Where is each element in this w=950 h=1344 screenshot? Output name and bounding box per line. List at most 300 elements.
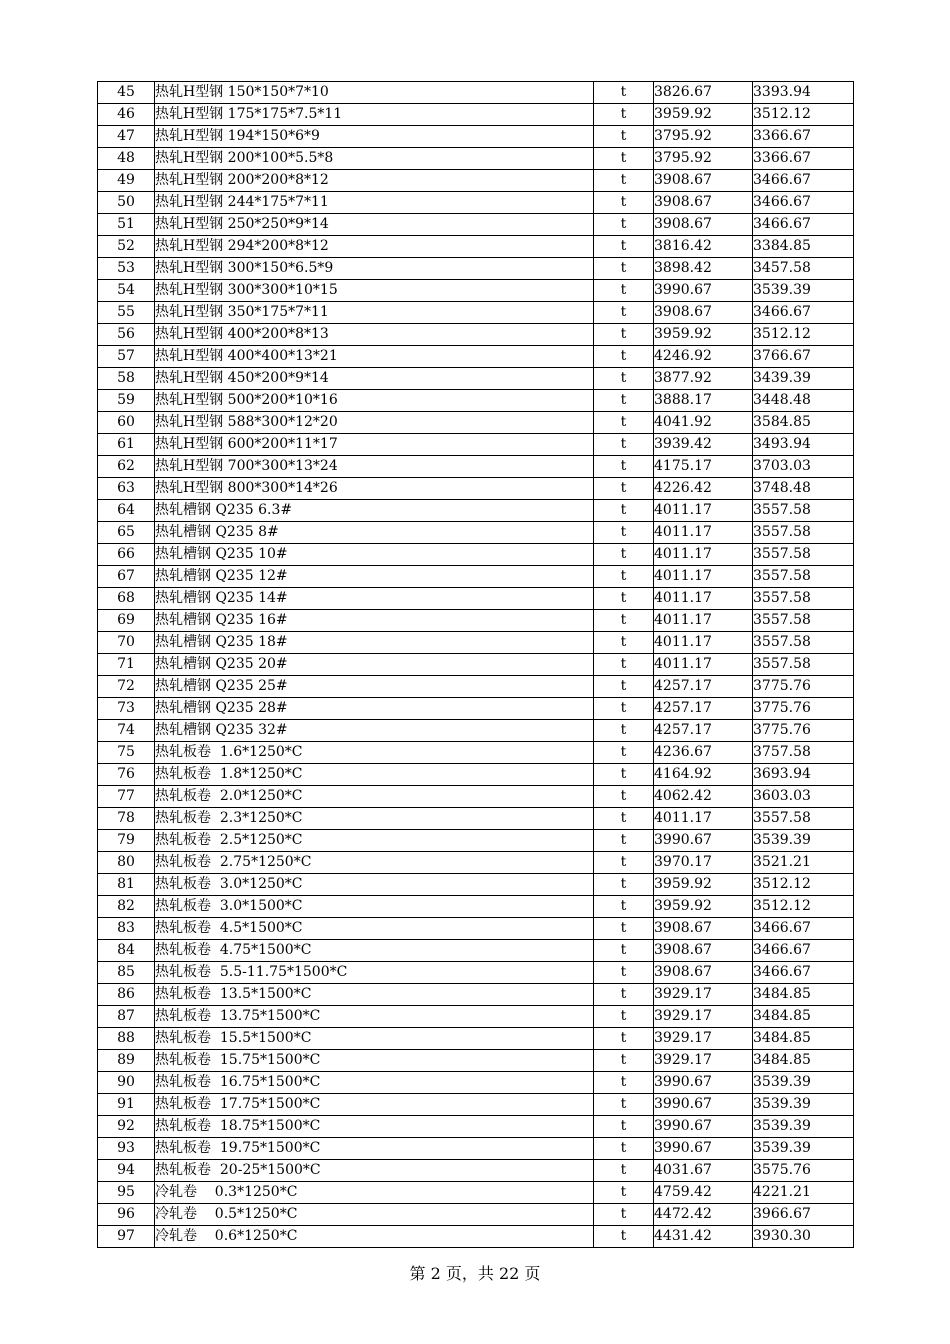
price-1-cell: 4175.17 [654, 456, 753, 478]
item-name-cell: 热轧板卷 2.0*1250*C [155, 786, 594, 808]
price-1-cell: 3816.42 [654, 236, 753, 258]
price-2-cell: 3384.85 [753, 236, 854, 258]
price-2-cell: 3557.58 [753, 632, 854, 654]
table-row [98, 720, 854, 742]
unit-cell: t [594, 654, 654, 676]
table-row [98, 874, 854, 896]
price-2-cell: 3539.39 [753, 1094, 854, 1116]
item-name-cell: 热轧槽钢 Q235 14# [155, 588, 594, 610]
table-row [98, 566, 854, 588]
price-1-cell: 3908.67 [654, 962, 753, 984]
unit-cell: t [594, 1116, 654, 1138]
unit-cell: t [594, 126, 654, 148]
table-row [98, 764, 854, 786]
price-2-cell: 3930.30 [753, 1226, 854, 1248]
price-2-cell: 3493.94 [753, 434, 854, 456]
row-number-cell: 61 [98, 434, 155, 456]
price-2-cell: 3466.67 [753, 940, 854, 962]
item-name-cell: 热轧板卷 15.75*1500*C [155, 1050, 594, 1072]
price-2-cell: 3466.67 [753, 962, 854, 984]
table-row [98, 830, 854, 852]
unit-cell: t [594, 984, 654, 1006]
price-1-cell: 4011.17 [654, 588, 753, 610]
item-name-cell: 热轧板卷 3.0*1250*C [155, 874, 594, 896]
unit-cell: t [594, 1182, 654, 1204]
price-2-cell: 3484.85 [753, 1050, 854, 1072]
price-2-cell: 3466.67 [753, 918, 854, 940]
row-number-cell: 91 [98, 1094, 155, 1116]
price-2-cell: 3557.58 [753, 566, 854, 588]
price-2-cell: 3603.03 [753, 786, 854, 808]
unit-cell: t [594, 852, 654, 874]
price-2-cell: 3557.58 [753, 500, 854, 522]
price-1-cell: 3898.42 [654, 258, 753, 280]
table-row [98, 1028, 854, 1050]
unit-cell: t [594, 192, 654, 214]
table-row [98, 698, 854, 720]
item-name-cell: 热轧槽钢 Q235 6.3# [155, 500, 594, 522]
table-row [98, 742, 854, 764]
item-name-cell: 热轧板卷 20-25*1500*C [155, 1160, 594, 1182]
row-number-cell: 87 [98, 1006, 155, 1028]
unit-cell: t [594, 764, 654, 786]
unit-cell: t [594, 1138, 654, 1160]
price-1-cell: 3888.17 [654, 390, 753, 412]
table-row [98, 1050, 854, 1072]
unit-cell: t [594, 896, 654, 918]
item-name-cell: 热轧板卷 4.75*1500*C [155, 940, 594, 962]
price-1-cell: 3908.67 [654, 214, 753, 236]
item-name-cell: 热轧板卷 2.3*1250*C [155, 808, 594, 830]
row-number-cell: 48 [98, 148, 155, 170]
price-2-cell: 3366.67 [753, 148, 854, 170]
price-1-cell: 3970.17 [654, 852, 753, 874]
price-2-cell: 3512.12 [753, 104, 854, 126]
item-name-cell: 热轧H型钢 350*175*7*11 [155, 302, 594, 324]
row-number-cell: 76 [98, 764, 155, 786]
item-name-cell: 热轧H型钢 244*175*7*11 [155, 192, 594, 214]
unit-cell: t [594, 434, 654, 456]
item-name-cell: 热轧H型钢 400*400*13*21 [155, 346, 594, 368]
price-2-cell: 3466.67 [753, 302, 854, 324]
unit-cell: t [594, 1160, 654, 1182]
price-1-cell: 3990.67 [654, 1116, 753, 1138]
price-1-cell: 3795.92 [654, 148, 753, 170]
price-1-cell: 3959.92 [654, 104, 753, 126]
price-1-cell: 4011.17 [654, 566, 753, 588]
price-1-cell: 4472.42 [654, 1204, 753, 1226]
row-number-cell: 62 [98, 456, 155, 478]
price-2-cell: 3439.39 [753, 368, 854, 390]
price-1-cell: 4011.17 [654, 522, 753, 544]
table-row [98, 1226, 854, 1248]
row-number-cell: 45 [98, 82, 155, 104]
unit-cell: t [594, 148, 654, 170]
price-2-cell: 3466.67 [753, 214, 854, 236]
item-name-cell: 热轧H型钢 294*200*8*12 [155, 236, 594, 258]
table-row [98, 236, 854, 258]
unit-cell: t [594, 566, 654, 588]
table-row [98, 434, 854, 456]
table-row [98, 808, 854, 830]
unit-cell: t [594, 1094, 654, 1116]
row-number-cell: 90 [98, 1072, 155, 1094]
table-row [98, 1006, 854, 1028]
unit-cell: t [594, 676, 654, 698]
price-1-cell: 4236.67 [654, 742, 753, 764]
item-name-cell: 热轧H型钢 800*300*14*26 [155, 478, 594, 500]
unit-cell: t [594, 412, 654, 434]
table-row [98, 940, 854, 962]
unit-cell: t [594, 390, 654, 412]
row-number-cell: 56 [98, 324, 155, 346]
item-name-cell: 热轧H型钢 450*200*9*14 [155, 368, 594, 390]
item-name-cell: 热轧H型钢 300*300*10*15 [155, 280, 594, 302]
item-name-cell: 热轧槽钢 Q235 16# [155, 610, 594, 632]
row-number-cell: 78 [98, 808, 155, 830]
unit-cell: t [594, 830, 654, 852]
row-number-cell: 64 [98, 500, 155, 522]
unit-cell: t [594, 962, 654, 984]
row-number-cell: 96 [98, 1204, 155, 1226]
unit-cell: t [594, 720, 654, 742]
row-number-cell: 51 [98, 214, 155, 236]
unit-cell: t [594, 1072, 654, 1094]
price-2-cell: 3775.76 [753, 720, 854, 742]
row-number-cell: 77 [98, 786, 155, 808]
row-number-cell: 67 [98, 566, 155, 588]
price-1-cell: 3826.67 [654, 82, 753, 104]
price-2-cell: 3966.67 [753, 1204, 854, 1226]
row-number-cell: 89 [98, 1050, 155, 1072]
item-name-cell: 热轧H型钢 175*175*7.5*11 [155, 104, 594, 126]
price-2-cell: 3757.58 [753, 742, 854, 764]
price-2-cell: 3775.76 [753, 676, 854, 698]
price-1-cell: 4759.42 [654, 1182, 753, 1204]
row-number-cell: 81 [98, 874, 155, 896]
price-2-cell: 3575.76 [753, 1160, 854, 1182]
row-number-cell: 49 [98, 170, 155, 192]
row-number-cell: 92 [98, 1116, 155, 1138]
table-row [98, 522, 854, 544]
item-name-cell: 热轧H型钢 500*200*10*16 [155, 390, 594, 412]
table-row [98, 1094, 854, 1116]
price-1-cell: 3939.42 [654, 434, 753, 456]
item-name-cell: 热轧板卷 16.75*1500*C [155, 1072, 594, 1094]
price-2-cell: 3557.58 [753, 610, 854, 632]
table-body [98, 82, 854, 1248]
price-2-cell: 3703.03 [753, 456, 854, 478]
price-2-cell: 3539.39 [753, 1138, 854, 1160]
price-1-cell: 4062.42 [654, 786, 753, 808]
item-name-cell: 热轧板卷 18.75*1500*C [155, 1116, 594, 1138]
table-row [98, 456, 854, 478]
table-row [98, 786, 854, 808]
table-row [98, 610, 854, 632]
row-number-cell: 53 [98, 258, 155, 280]
price-2-cell: 3521.21 [753, 852, 854, 874]
price-1-cell: 4431.42 [654, 1226, 753, 1248]
price-2-cell: 3557.58 [753, 522, 854, 544]
price-2-cell: 3393.94 [753, 82, 854, 104]
row-number-cell: 69 [98, 610, 155, 632]
price-1-cell: 3929.17 [654, 1028, 753, 1050]
item-name-cell: 热轧板卷 5.5-11.75*1500*C [155, 962, 594, 984]
unit-cell: t [594, 610, 654, 632]
price-2-cell: 3366.67 [753, 126, 854, 148]
item-name-cell: 热轧板卷 19.75*1500*C [155, 1138, 594, 1160]
price-1-cell: 3990.67 [654, 1072, 753, 1094]
table-row [98, 544, 854, 566]
unit-cell: t [594, 918, 654, 940]
price-2-cell: 3539.39 [753, 830, 854, 852]
price-2-cell: 3766.67 [753, 346, 854, 368]
table-row [98, 654, 854, 676]
price-2-cell: 3484.85 [753, 1028, 854, 1050]
row-number-cell: 52 [98, 236, 155, 258]
row-number-cell: 75 [98, 742, 155, 764]
price-2-cell: 3448.48 [753, 390, 854, 412]
unit-cell: t [594, 214, 654, 236]
item-name-cell: 冷轧卷 0.3*1250*C [155, 1182, 594, 1204]
unit-cell: t [594, 302, 654, 324]
row-number-cell: 88 [98, 1028, 155, 1050]
item-name-cell: 热轧板卷 1.6*1250*C [155, 742, 594, 764]
unit-cell: t [594, 170, 654, 192]
table-row [98, 148, 854, 170]
price-2-cell: 3557.58 [753, 588, 854, 610]
table-row [98, 676, 854, 698]
page-footer: 第 2 页，共 22 页 [409, 1264, 541, 1283]
unit-cell: t [594, 324, 654, 346]
table-row [98, 214, 854, 236]
table-row [98, 962, 854, 984]
price-1-cell: 4246.92 [654, 346, 753, 368]
price-2-cell: 3539.39 [753, 1072, 854, 1094]
row-number-cell: 97 [98, 1226, 155, 1248]
table-row [98, 896, 854, 918]
unit-cell: t [594, 522, 654, 544]
table-row [98, 126, 854, 148]
table-row [98, 1138, 854, 1160]
unit-cell: t [594, 1226, 654, 1248]
price-1-cell: 4041.92 [654, 412, 753, 434]
price-1-cell: 4011.17 [654, 544, 753, 566]
unit-cell: t [594, 808, 654, 830]
price-2-cell: 3512.12 [753, 324, 854, 346]
unit-cell: t [594, 742, 654, 764]
item-name-cell: 热轧槽钢 Q235 20# [155, 654, 594, 676]
row-number-cell: 50 [98, 192, 155, 214]
item-name-cell: 热轧槽钢 Q235 10# [155, 544, 594, 566]
item-name-cell: 冷轧卷 0.6*1250*C [155, 1226, 594, 1248]
row-number-cell: 71 [98, 654, 155, 676]
row-number-cell: 47 [98, 126, 155, 148]
row-number-cell: 60 [98, 412, 155, 434]
unit-cell: t [594, 698, 654, 720]
unit-cell: t [594, 940, 654, 962]
row-number-cell: 58 [98, 368, 155, 390]
row-number-cell: 85 [98, 962, 155, 984]
unit-cell: t [594, 82, 654, 104]
item-name-cell: 热轧板卷 3.0*1500*C [155, 896, 594, 918]
item-name-cell: 热轧H型钢 200*100*5.5*8 [155, 148, 594, 170]
unit-cell: t [594, 500, 654, 522]
row-number-cell: 94 [98, 1160, 155, 1182]
table-row [98, 1160, 854, 1182]
item-name-cell: 热轧H型钢 600*200*11*17 [155, 434, 594, 456]
item-name-cell: 热轧板卷 1.8*1250*C [155, 764, 594, 786]
row-number-cell: 66 [98, 544, 155, 566]
unit-cell: t [594, 258, 654, 280]
row-number-cell: 46 [98, 104, 155, 126]
table-row [98, 1072, 854, 1094]
table-row [98, 918, 854, 940]
unit-cell: t [594, 1006, 654, 1028]
table-row [98, 412, 854, 434]
price-sheet [97, 81, 853, 1248]
item-name-cell: 热轧板卷 13.5*1500*C [155, 984, 594, 1006]
price-2-cell: 3557.58 [753, 808, 854, 830]
item-name-cell: 热轧H型钢 150*150*7*10 [155, 82, 594, 104]
price-1-cell: 3908.67 [654, 192, 753, 214]
price-1-cell: 4011.17 [654, 610, 753, 632]
table-row [98, 984, 854, 1006]
price-2-cell: 3539.39 [753, 1116, 854, 1138]
table-row [98, 280, 854, 302]
row-number-cell: 83 [98, 918, 155, 940]
price-2-cell: 3484.85 [753, 984, 854, 1006]
row-number-cell: 55 [98, 302, 155, 324]
row-number-cell: 65 [98, 522, 155, 544]
price-1-cell: 3959.92 [654, 896, 753, 918]
price-table [97, 81, 854, 1248]
unit-cell: t [594, 456, 654, 478]
price-1-cell: 4011.17 [654, 500, 753, 522]
price-1-cell: 3908.67 [654, 302, 753, 324]
price-2-cell: 3557.58 [753, 654, 854, 676]
unit-cell: t [594, 786, 654, 808]
row-number-cell: 63 [98, 478, 155, 500]
price-1-cell: 4164.92 [654, 764, 753, 786]
table-row [98, 368, 854, 390]
price-2-cell: 3557.58 [753, 544, 854, 566]
price-1-cell: 3990.67 [654, 280, 753, 302]
table-row [98, 1204, 854, 1226]
table-row [98, 588, 854, 610]
price-2-cell: 3512.12 [753, 896, 854, 918]
price-1-cell: 3929.17 [654, 1006, 753, 1028]
item-name-cell: 热轧H型钢 250*250*9*14 [155, 214, 594, 236]
row-number-cell: 86 [98, 984, 155, 1006]
table-row [98, 346, 854, 368]
unit-cell: t [594, 368, 654, 390]
price-1-cell: 3990.67 [654, 1094, 753, 1116]
table-row [98, 104, 854, 126]
price-1-cell: 3795.92 [654, 126, 753, 148]
item-name-cell: 热轧H型钢 700*300*13*24 [155, 456, 594, 478]
price-1-cell: 4011.17 [654, 632, 753, 654]
price-2-cell: 3466.67 [753, 170, 854, 192]
row-number-cell: 93 [98, 1138, 155, 1160]
price-1-cell: 3908.67 [654, 918, 753, 940]
price-1-cell: 4011.17 [654, 808, 753, 830]
table-row [98, 82, 854, 104]
unit-cell: t [594, 588, 654, 610]
item-name-cell: 热轧H型钢 200*200*8*12 [155, 170, 594, 192]
unit-cell: t [594, 478, 654, 500]
item-name-cell: 热轧槽钢 Q235 12# [155, 566, 594, 588]
table-row [98, 852, 854, 874]
unit-cell: t [594, 1204, 654, 1226]
item-name-cell: 热轧槽钢 Q235 32# [155, 720, 594, 742]
row-number-cell: 54 [98, 280, 155, 302]
item-name-cell: 热轧槽钢 Q235 18# [155, 632, 594, 654]
price-2-cell: 3539.39 [753, 280, 854, 302]
price-1-cell: 3908.67 [654, 170, 753, 192]
price-2-cell: 4221.21 [753, 1182, 854, 1204]
item-name-cell: 热轧板卷 2.75*1250*C [155, 852, 594, 874]
table-row [98, 324, 854, 346]
table-row [98, 500, 854, 522]
row-number-cell: 59 [98, 390, 155, 412]
item-name-cell: 热轧板卷 17.75*1500*C [155, 1094, 594, 1116]
item-name-cell: 冷轧卷 0.5*1250*C [155, 1204, 594, 1226]
price-1-cell: 4257.17 [654, 720, 753, 742]
item-name-cell: 热轧板卷 13.75*1500*C [155, 1006, 594, 1028]
price-1-cell: 3877.92 [654, 368, 753, 390]
row-number-cell: 68 [98, 588, 155, 610]
row-number-cell: 84 [98, 940, 155, 962]
table-row [98, 1116, 854, 1138]
unit-cell: t [594, 236, 654, 258]
price-1-cell: 3908.67 [654, 940, 753, 962]
table-row [98, 1182, 854, 1204]
unit-cell: t [594, 346, 654, 368]
price-1-cell: 3990.67 [654, 1138, 753, 1160]
price-1-cell: 3959.92 [654, 324, 753, 346]
price-1-cell: 3929.17 [654, 1050, 753, 1072]
row-number-cell: 72 [98, 676, 155, 698]
price-1-cell: 4031.67 [654, 1160, 753, 1182]
price-2-cell: 3748.48 [753, 478, 854, 500]
table-row [98, 170, 854, 192]
price-2-cell: 3466.67 [753, 192, 854, 214]
table-row [98, 390, 854, 412]
price-1-cell: 3959.92 [654, 874, 753, 896]
row-number-cell: 95 [98, 1182, 155, 1204]
price-1-cell: 4257.17 [654, 698, 753, 720]
table-row [98, 478, 854, 500]
price-2-cell: 3775.76 [753, 698, 854, 720]
row-number-cell: 73 [98, 698, 155, 720]
price-1-cell: 3929.17 [654, 984, 753, 1006]
item-name-cell: 热轧H型钢 400*200*8*13 [155, 324, 594, 346]
item-name-cell: 热轧板卷 4.5*1500*C [155, 918, 594, 940]
price-2-cell: 3457.58 [753, 258, 854, 280]
item-name-cell: 热轧H型钢 300*150*6.5*9 [155, 258, 594, 280]
price-1-cell: 3990.67 [654, 830, 753, 852]
row-number-cell: 70 [98, 632, 155, 654]
row-number-cell: 74 [98, 720, 155, 742]
price-1-cell: 4011.17 [654, 654, 753, 676]
table-row [98, 192, 854, 214]
row-number-cell: 80 [98, 852, 155, 874]
unit-cell: t [594, 544, 654, 566]
item-name-cell: 热轧槽钢 Q235 8# [155, 522, 594, 544]
table-row [98, 632, 854, 654]
unit-cell: t [594, 104, 654, 126]
